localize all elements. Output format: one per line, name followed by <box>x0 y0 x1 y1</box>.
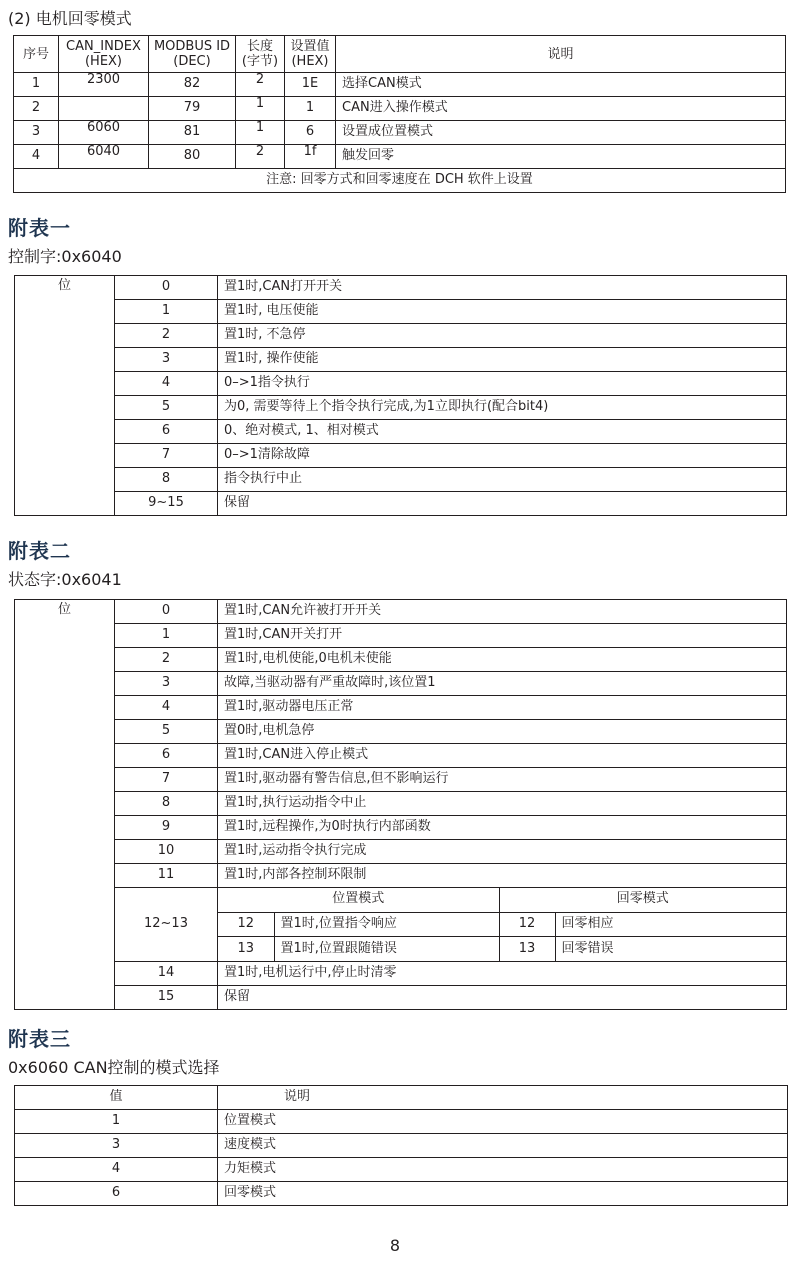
section-title: (2) 电机回零模式 <box>8 9 132 28</box>
cell-desc: 置1时, 电压使能 <box>218 300 787 324</box>
table-row <box>15 600 787 624</box>
table-row <box>14 73 786 97</box>
mode-select-table <box>14 1085 788 1206</box>
cell-set-value: 1E <box>285 73 336 97</box>
header-can-index: CAN_INDEX (HEX) <box>59 36 149 73</box>
cell-length: 1 <box>236 97 285 121</box>
cell-desc: 保留 <box>218 986 787 1010</box>
cell-bit: 4 <box>115 372 218 396</box>
cell-seq: 3 <box>14 121 59 145</box>
appendix3-title: 附表三 <box>8 1027 71 1051</box>
cell-desc: 置1时,远程操作,为0时执行内部函数 <box>218 816 787 840</box>
appendix1-subtitle: 控制字:0x6040 <box>8 247 122 266</box>
table-row <box>15 348 787 372</box>
cell-seq: 2 <box>14 97 59 121</box>
cell-bit: 5 <box>115 396 218 420</box>
homing-note: 注意: 回零方式和回零速度在 DCH 软件上设置 <box>14 169 786 193</box>
cell-bit: 10 <box>115 840 218 864</box>
cell-bit: 9 <box>115 816 218 840</box>
homing-header-row <box>14 36 786 73</box>
cell-desc: 置1时,执行运动指令中止 <box>218 792 787 816</box>
table-row <box>15 1158 788 1182</box>
cell-value: 1 <box>15 1110 218 1134</box>
cell-can-index: 6060 <box>59 121 149 145</box>
cell-desc: 故障,当驱动器有严重故障时,该位置1 <box>218 672 787 696</box>
split-row <box>15 888 787 962</box>
cell-desc: 置1时,CAN打开开关 <box>218 276 787 300</box>
homing-mode-header: 回零模式 <box>499 888 786 912</box>
table-row <box>15 372 787 396</box>
cell-seq: 4 <box>14 145 59 169</box>
cell-bit: 7 <box>115 768 218 792</box>
table-row <box>15 444 787 468</box>
page-number: 8 <box>389 1236 401 1255</box>
cell-bit: 2 <box>115 648 218 672</box>
cell-desc: 0、绝对模式, 1、相对模式 <box>218 420 787 444</box>
table-row <box>15 276 787 300</box>
cell-bit: 11 <box>115 864 218 888</box>
table-header-row <box>15 1086 788 1110</box>
cell-set-value: 1 <box>285 97 336 121</box>
cell-bit: 6 <box>115 420 218 444</box>
header-seq: 序号 <box>14 36 59 73</box>
cell-bit: 12 <box>218 912 274 936</box>
cell-can-index: 2300 <box>59 73 149 97</box>
cell-modbus-id: 80 <box>149 145 236 169</box>
table-row <box>14 97 786 121</box>
cell-bit: 3 <box>115 672 218 696</box>
cell-bit: 3 <box>115 348 218 372</box>
cell-modbus-id: 81 <box>149 121 236 145</box>
cell-value: 4 <box>15 1158 218 1182</box>
cell-value: 3 <box>15 1134 218 1158</box>
table-row <box>15 396 787 420</box>
header-set-value: 设置值 (HEX) <box>285 36 336 73</box>
table-row <box>15 324 787 348</box>
cell-bit: 1 <box>115 300 218 324</box>
table-row <box>15 492 787 516</box>
table-row <box>15 420 787 444</box>
cell-length: 2 <box>236 145 285 169</box>
appendix2-subtitle: 状态字:0x6041 <box>8 570 122 589</box>
cell-desc: CAN进入操作模式 <box>336 97 786 121</box>
table-row <box>15 300 787 324</box>
table-row <box>15 1182 788 1206</box>
table-row <box>15 816 787 840</box>
cell-desc: 置1时,位置指令响应 <box>274 912 499 936</box>
cell-desc: 触发回零 <box>336 145 786 169</box>
header-modbus-id: MODBUS ID (DEC) <box>149 36 236 73</box>
cell-desc: 回零相应 <box>555 912 786 936</box>
cell-bit: 8 <box>115 792 218 816</box>
cell-bit: 0 <box>115 276 218 300</box>
table-row <box>15 962 787 986</box>
cell-desc: 指令执行中止 <box>218 468 787 492</box>
cell-value: 6 <box>15 1182 218 1206</box>
table-row <box>15 986 787 1010</box>
appendix3-subtitle: 0x6060 CAN控制的模式选择 <box>8 1058 220 1077</box>
cell-desc: 选择CAN模式 <box>336 73 786 97</box>
bit-label: 位 <box>15 600 115 1010</box>
cell-modbus-id: 79 <box>149 97 236 121</box>
appendix2-title: 附表二 <box>8 539 71 563</box>
status-word-table <box>14 599 787 1010</box>
cell-length: 2 <box>236 73 285 97</box>
cell-desc: 置1时,电机使能,0电机未使能 <box>218 648 787 672</box>
table-row <box>15 840 787 864</box>
table-row <box>15 696 787 720</box>
cell-modbus-id: 82 <box>149 73 236 97</box>
table-row <box>15 768 787 792</box>
cell-desc: 力矩模式 <box>218 1158 788 1182</box>
cell-seq: 1 <box>14 73 59 97</box>
cell-bit: 8 <box>115 468 218 492</box>
cell-bit: 5 <box>115 720 218 744</box>
cell-bit: 2 <box>115 324 218 348</box>
split-cell <box>218 888 787 962</box>
cell-set-value: 6 <box>285 121 336 145</box>
cell-desc: 置1时,驱动器电压正常 <box>218 696 787 720</box>
cell-bit: 12 <box>499 912 555 936</box>
homing-table <box>13 35 786 193</box>
cell-desc: 置1时, 操作使能 <box>218 348 787 372</box>
table-row <box>15 720 787 744</box>
cell-bit: 4 <box>115 696 218 720</box>
cell-bit: 13 <box>499 937 555 961</box>
cell-bit: 7 <box>115 444 218 468</box>
table-row <box>15 792 787 816</box>
table-row <box>218 937 786 961</box>
header-length: 长度 (字节) <box>236 36 285 73</box>
appendix1-title: 附表一 <box>8 216 71 240</box>
split-inner-table <box>218 888 786 961</box>
table-row <box>15 468 787 492</box>
cell-can-index <box>59 97 149 121</box>
cell-desc: 置1时,CAN开关打开 <box>218 624 787 648</box>
table-row <box>14 121 786 145</box>
cell-bit: 15 <box>115 986 218 1010</box>
cell-desc: 置1时,位置跟随错误 <box>274 937 499 961</box>
cell-bit: 1 <box>115 624 218 648</box>
cell-desc: 置1时,内部各控制环限制 <box>218 864 787 888</box>
table-row <box>15 1110 788 1134</box>
cell-desc: 置1时, 不急停 <box>218 324 787 348</box>
note-row <box>14 169 786 193</box>
cell-desc: 0–>1清除故障 <box>218 444 787 468</box>
cell-desc: 设置成位置模式 <box>336 121 786 145</box>
cell-bit: 13 <box>218 937 274 961</box>
cell-desc: 置1时,CAN进入停止模式 <box>218 744 787 768</box>
cell-desc: 置1时,运动指令执行完成 <box>218 840 787 864</box>
table-row <box>15 1134 788 1158</box>
table-row <box>14 145 786 169</box>
cell-bit: 12~13 <box>115 888 218 962</box>
cell-bit: 6 <box>115 744 218 768</box>
bit-label: 位 <box>15 276 115 516</box>
cell-bit: 14 <box>115 962 218 986</box>
table-row <box>15 624 787 648</box>
control-word-table <box>14 275 787 516</box>
cell-desc: 位置模式 <box>218 1110 788 1134</box>
table-row <box>15 744 787 768</box>
cell-bit: 9~15 <box>115 492 218 516</box>
cell-desc: 置1时,电机运行中,停止时清零 <box>218 962 787 986</box>
cell-desc: 置0时,电机急停 <box>218 720 787 744</box>
cell-desc: 回零错误 <box>555 937 786 961</box>
cell-length: 1 <box>236 121 285 145</box>
cell-desc: 置1时,驱动器有警告信息,但不影响运行 <box>218 768 787 792</box>
table-row <box>15 864 787 888</box>
cell-desc: 0–>1指令执行 <box>218 372 787 396</box>
cell-desc: 回零模式 <box>218 1182 788 1206</box>
cell-desc: 保留 <box>218 492 787 516</box>
header-desc: 说明 <box>218 1086 788 1110</box>
table-row <box>15 672 787 696</box>
cell-desc: 速度模式 <box>218 1134 788 1158</box>
cell-desc: 置1时,CAN允许被打开开关 <box>218 600 787 624</box>
position-mode-header: 位置模式 <box>218 888 499 912</box>
table-row <box>15 648 787 672</box>
header-desc: 说明 <box>336 36 786 73</box>
cell-bit: 0 <box>115 600 218 624</box>
cell-can-index: 6040 <box>59 145 149 169</box>
table-row <box>218 912 786 936</box>
header-value: 值 <box>15 1086 218 1110</box>
cell-set-value: 1f <box>285 145 336 169</box>
cell-desc: 为0, 需要等待上个指令执行完成,为1立即执行(配合bit4) <box>218 396 787 420</box>
